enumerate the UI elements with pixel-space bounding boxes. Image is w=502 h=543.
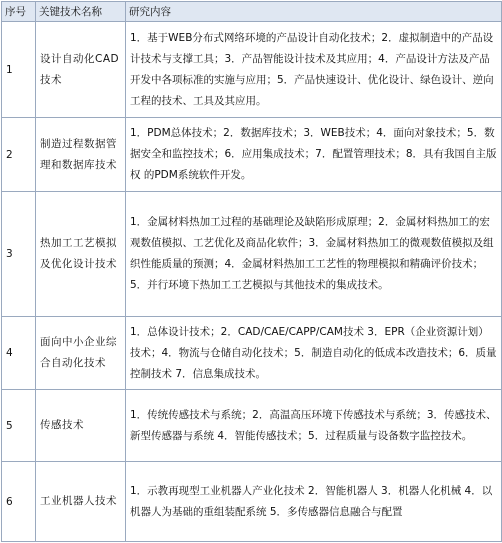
header-row	[2, 2, 502, 22]
row-content: 1．PDM总体技术；2．数据库技术；3．WEB技术；4．面向对象技术；5．数据安全和监控技术；6．应用集成技术；7．配置管理技术；8．具有我国自主版权 的PDM系统软件开发。	[126, 118, 502, 192]
tech-table	[1, 1, 502, 542]
row-name: 工业机器人技术	[36, 462, 126, 542]
row-content: 1．示教再现型工业机器人产业化技术 2．智能机器人 3．机器人化机械 4．以机器人为基础的重组装配系统 5．多传感器信息融合与配置	[126, 462, 502, 542]
row-content: 1．传统传感技术与系统；2．高温高压环境下传感技术与系统；3．传感技术、新型传感器与系统 4．智能传感技术；5．过程质量与设备数字监控技术。	[126, 390, 502, 462]
row-no: 4	[2, 317, 36, 390]
row-content: 1．金属材料热加工过程的基础理论及缺陷形成原理；2．金属材料热加工的宏观数值模拟、工艺优化及商品化软件；3．金属材料热加工的微观数值模拟及组织性能质量的预测；4．金属材料热加工工艺性的物理模拟和精确评价技术；5．并行环境下热加工工艺模拟与其他技术的集成技术。	[126, 192, 502, 317]
header-name: 关键技术名称	[36, 2, 126, 22]
row-name: 传感技术	[36, 390, 126, 462]
row-no: 2	[2, 118, 36, 192]
row-name: 设计自动化CAD技术	[36, 22, 126, 118]
header-content: 研究内容	[126, 2, 502, 22]
table-row	[2, 462, 502, 542]
row-content: 1．基于WEB分布式网络环境的产品设计自动化技术；2．虚拟制造中的产品设计技术与支撑工具；3．产品智能设计技术及其应用；4．产品设计方法及产品开发中各项标准的实施与应用；5．产品快速设计、优化设计、绿色设计、逆向工程的技术、工具及其应用。	[126, 22, 502, 118]
row-no: 3	[2, 192, 36, 317]
row-name: 面向中小企业综合自动化技术	[36, 317, 126, 390]
header-no: 序号	[2, 2, 36, 22]
row-no: 1	[2, 22, 36, 118]
table-row	[2, 192, 502, 317]
table-row	[2, 390, 502, 462]
row-name: 制造过程数据管理和数据库技术	[36, 118, 126, 192]
row-name: 热加工工艺模拟及优化设计技术	[36, 192, 126, 317]
row-no: 5	[2, 390, 36, 462]
table-row	[2, 22, 502, 118]
row-content: 1．总体设计技术；2．CAD/CAE/CAPP/CAM技术 3．EPR（企业资源计划）技术；4．物流与仓储自动化技术；5．制造自动化的低成本改造技术；6．质量控制技术 7．信息集成技术。	[126, 317, 502, 390]
table-row	[2, 317, 502, 390]
table-row	[2, 118, 502, 192]
row-no: 6	[2, 462, 36, 542]
